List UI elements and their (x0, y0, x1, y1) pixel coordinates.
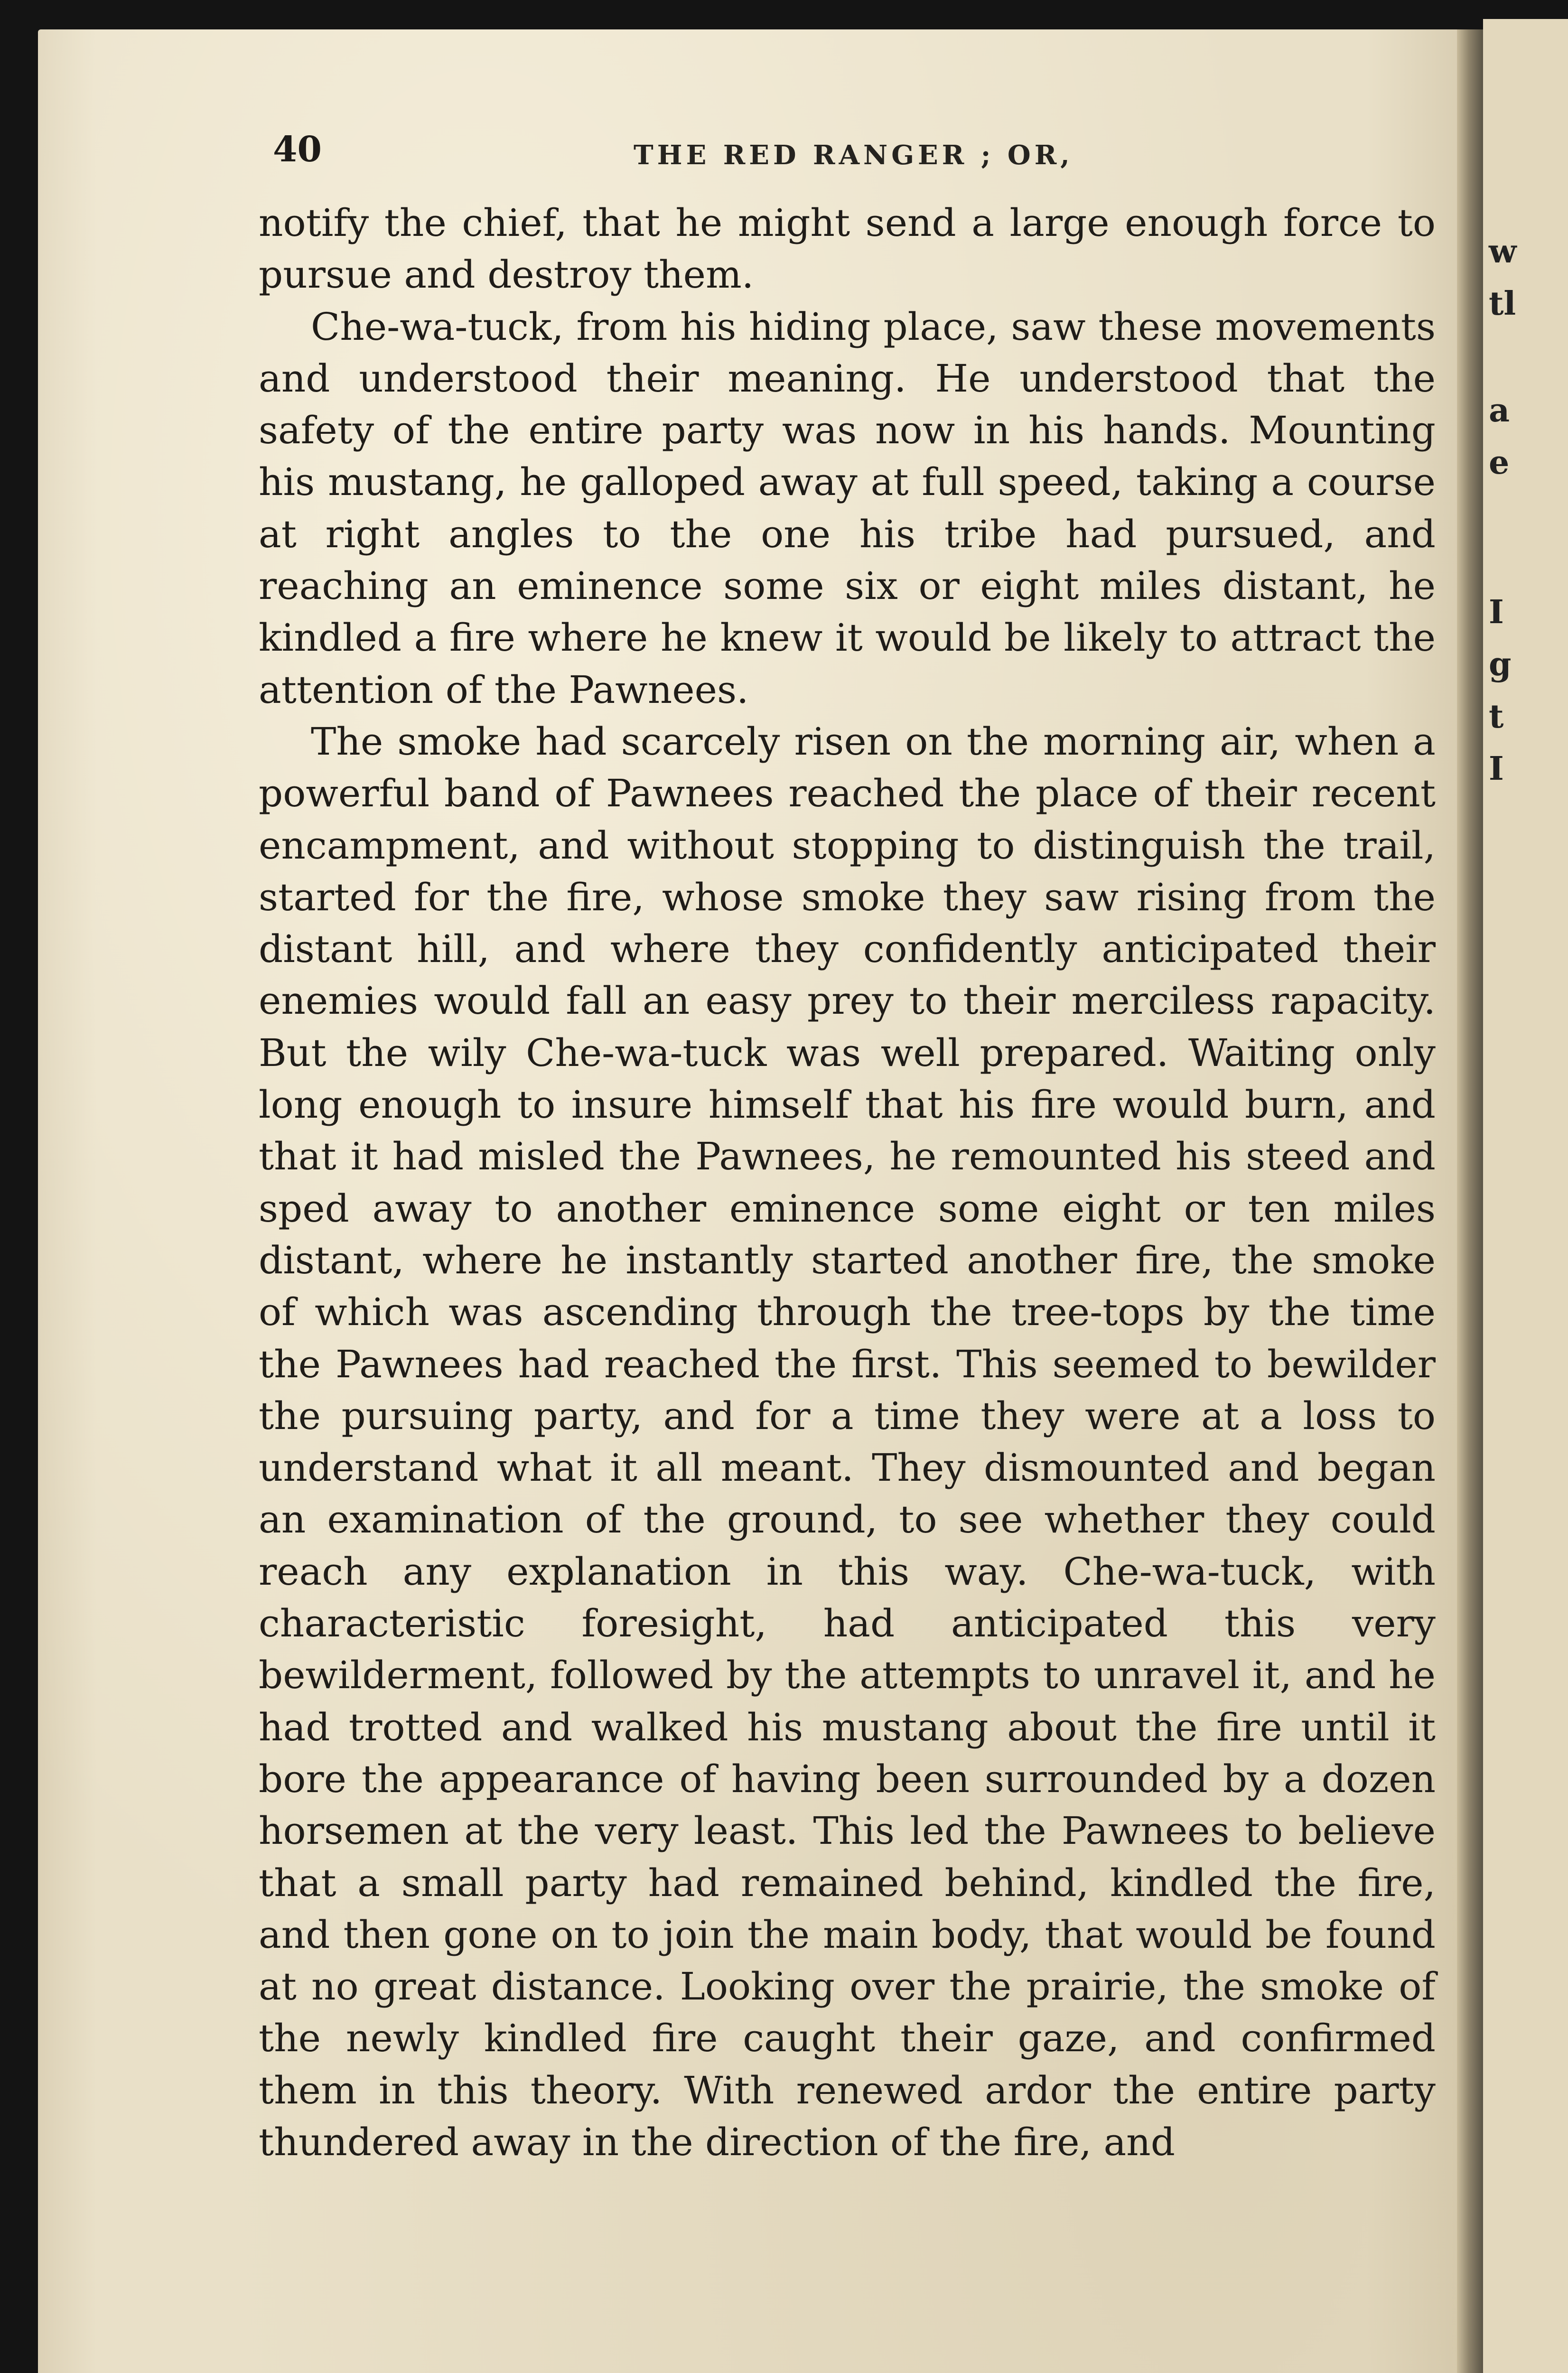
page-header (273, 129, 1436, 181)
paragraph: The smoke had scarcely risen on the morning air, when a powerful band of Pawnees reached the place of their recent encampment, and without stopping to distinguish the trail, started for the fire, whose smoke they saw rising from the distant hill, and where they confidently anticipated their enemies would fall an easy prey to their merciless rapacity. But the wily Che-wa-tuck was well prepared. Waiting only long enough to insure himself that his fire would burn, and that it had misled the Pawnees, he remounted his steed and sped away to another eminence some eight or ten miles distant, where he instantly started another fire, the smoke of which was ascending through the tree-tops by the time the Pawnees had reached the first. This seemed to bewilder the pursuing party, and for a time they were at a loss to understand what it all meant. They dismounted and began an examination of the ground, to see whether they could reach any explanation in this way. Che-wa-tuck, with characteristic foresight, had anticipated this very bewilderment, followed by the attempts to unravel it, and he had trotted and walked his mustang about the fire until it bore the appearance of having been surrounded by a dozen horsemen at the very least. This led the Pawnees to believe that a small party had remained behind, kindled the fire, and then gone on to join the main body, that would be found at no great distance. Looking over the prairie, the smoke of the newly kindled fire caught their gaze, and confirmed them in this theory. With renewed ardor the entire party thundered away in the direction of the fire, and (259, 719, 1436, 2164)
facing-page-fragment: I (1489, 593, 1504, 631)
facing-page-fragment: w (1489, 233, 1517, 271)
facing-page-fragment: tl (1489, 285, 1516, 323)
facing-page-fragment: t (1489, 698, 1504, 736)
page-number: 40 (273, 129, 322, 170)
running-head: THE RED RANGER ; OR, (634, 140, 1073, 171)
facing-page-fragment: g (1489, 645, 1512, 683)
facing-page-fragment: I (1489, 750, 1504, 788)
book-gutter (1457, 29, 1483, 2373)
facing-page-fragment: e (1489, 444, 1510, 482)
paragraph: notify the chief, that he might send a large enough force to pursue and destroy them. (259, 201, 1436, 297)
paragraph: Che-wa-tuck, from his hiding place, saw these movements and understood their meaning. He understood that the safety of the entire party was now in his hands. Mounting his mustang, he galloped away at full speed, taking a course at right angles to the one his tribe had pursued, and reaching an eminence some six or eight miles distant, he kindled a fire where he knew it would be likely to attract the attention of the Pawnees. (259, 304, 1436, 712)
facing-page-edge (1483, 19, 1568, 2373)
facing-page-fragment: a (1489, 392, 1510, 430)
body-text (259, 197, 1436, 2168)
